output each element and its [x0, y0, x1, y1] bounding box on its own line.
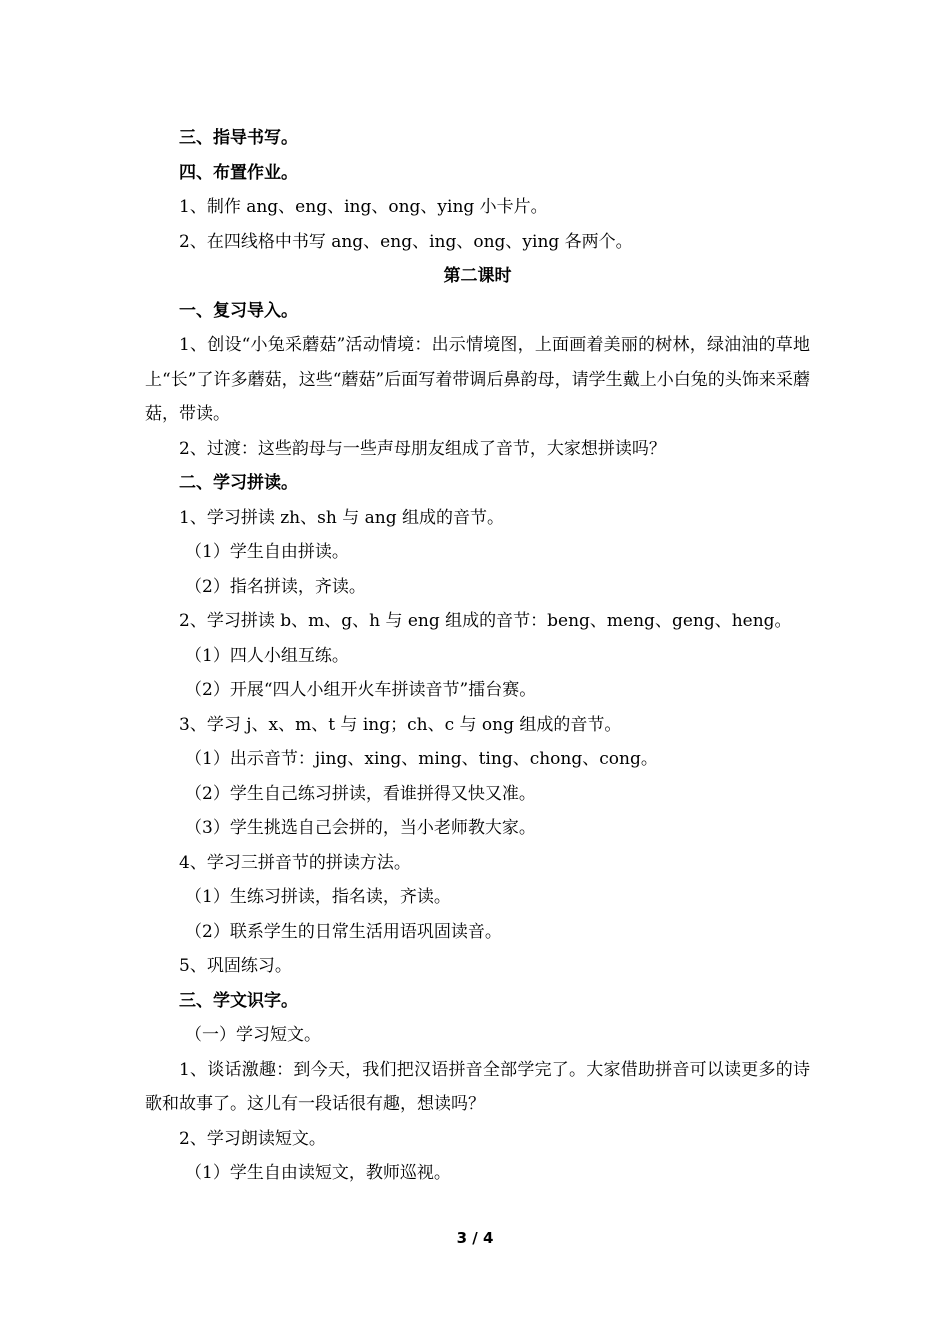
section-heading: 一、复习导入。 — [179, 300, 298, 321]
list-item: （1）学生自由拼读。 — [185, 542, 349, 562]
paragraph: 1、学习拼读 zh、sh 与 ang 组成的音节。 — [179, 507, 504, 528]
paragraph: 1、创设“小兔采蘑菇”活动情境：出示情境图，上面画着美丽的树林，绿油油的草地上“长”了许多蘑菇，这些“蘑菇”后面写着带调后鼻韵母，请学生戴上小白兔的头饰来采蘑菇，带读。 — [145, 335, 810, 424]
list-item: （2）开展“四人小组开火车拼读音节”擂台赛。 — [185, 680, 537, 700]
list-item: （3）学生挑选自己会拼的，当小老师教大家。 — [185, 818, 536, 838]
paragraph: 2、在四线格中书写 ang、eng、ing、ong、ying 各两个。 — [179, 231, 633, 252]
paragraph: 2、学习朗读短文。 — [179, 1128, 326, 1149]
list-item: （1）四人小组互练。 — [185, 645, 349, 666]
paragraph: 5、巩固练习。 — [179, 956, 292, 976]
list-item: （2）指名拼读，齐读。 — [185, 576, 366, 597]
page-number: 3 / 4 — [456, 1229, 494, 1247]
list-item: （1）学生自由读短文，教师巡视。 — [185, 1163, 451, 1183]
list-item: （1）生练习拼读，指名读，齐读。 — [185, 887, 451, 907]
section-heading: 四、布置作业。 — [179, 162, 298, 183]
section-heading: 三、指导书写。 — [179, 128, 298, 148]
document-body — [145, 121, 810, 1191]
paragraph: 4、学习三拼音节的拼读方法。 — [179, 852, 411, 873]
paragraph: 2、学习拼读 b、m、g、h 与 eng 组成的音节：beng、meng、geng、heng。 — [179, 611, 792, 631]
paragraph: 3、学习 j、x、m、t 与 ing；ch、c 与 ong 组成的音节。 — [179, 714, 622, 735]
section-heading: 二、学习拼读。 — [179, 473, 298, 493]
lesson-title: 第二课时 — [443, 266, 512, 286]
list-item: （2）学生自己练习拼读，看谁拼得又快又准。 — [185, 783, 536, 804]
paragraph: 2、过渡：这些韵母与一些声母朋友组成了音节，大家想拼读吗？ — [179, 438, 666, 459]
paragraph: 1、制作 ang、eng、ing、ong、ying 小卡片。 — [179, 197, 548, 217]
section-heading: 三、学文识字。 — [179, 990, 298, 1011]
paragraph: 1、谈话激趣：到今天，我们把汉语拼音全部学完了。大家借助拼音可以读更多的诗歌和故事了。这儿有一段话很有趣，想读吗？ — [145, 1059, 810, 1114]
list-item: （一）学习短文。 — [185, 1025, 321, 1045]
list-item: （2）联系学生的日常生活用语巩固读音。 — [185, 921, 502, 942]
list-item: （1）出示音节：jing、xing、ming、ting、chong、cong。 — [185, 749, 658, 769]
